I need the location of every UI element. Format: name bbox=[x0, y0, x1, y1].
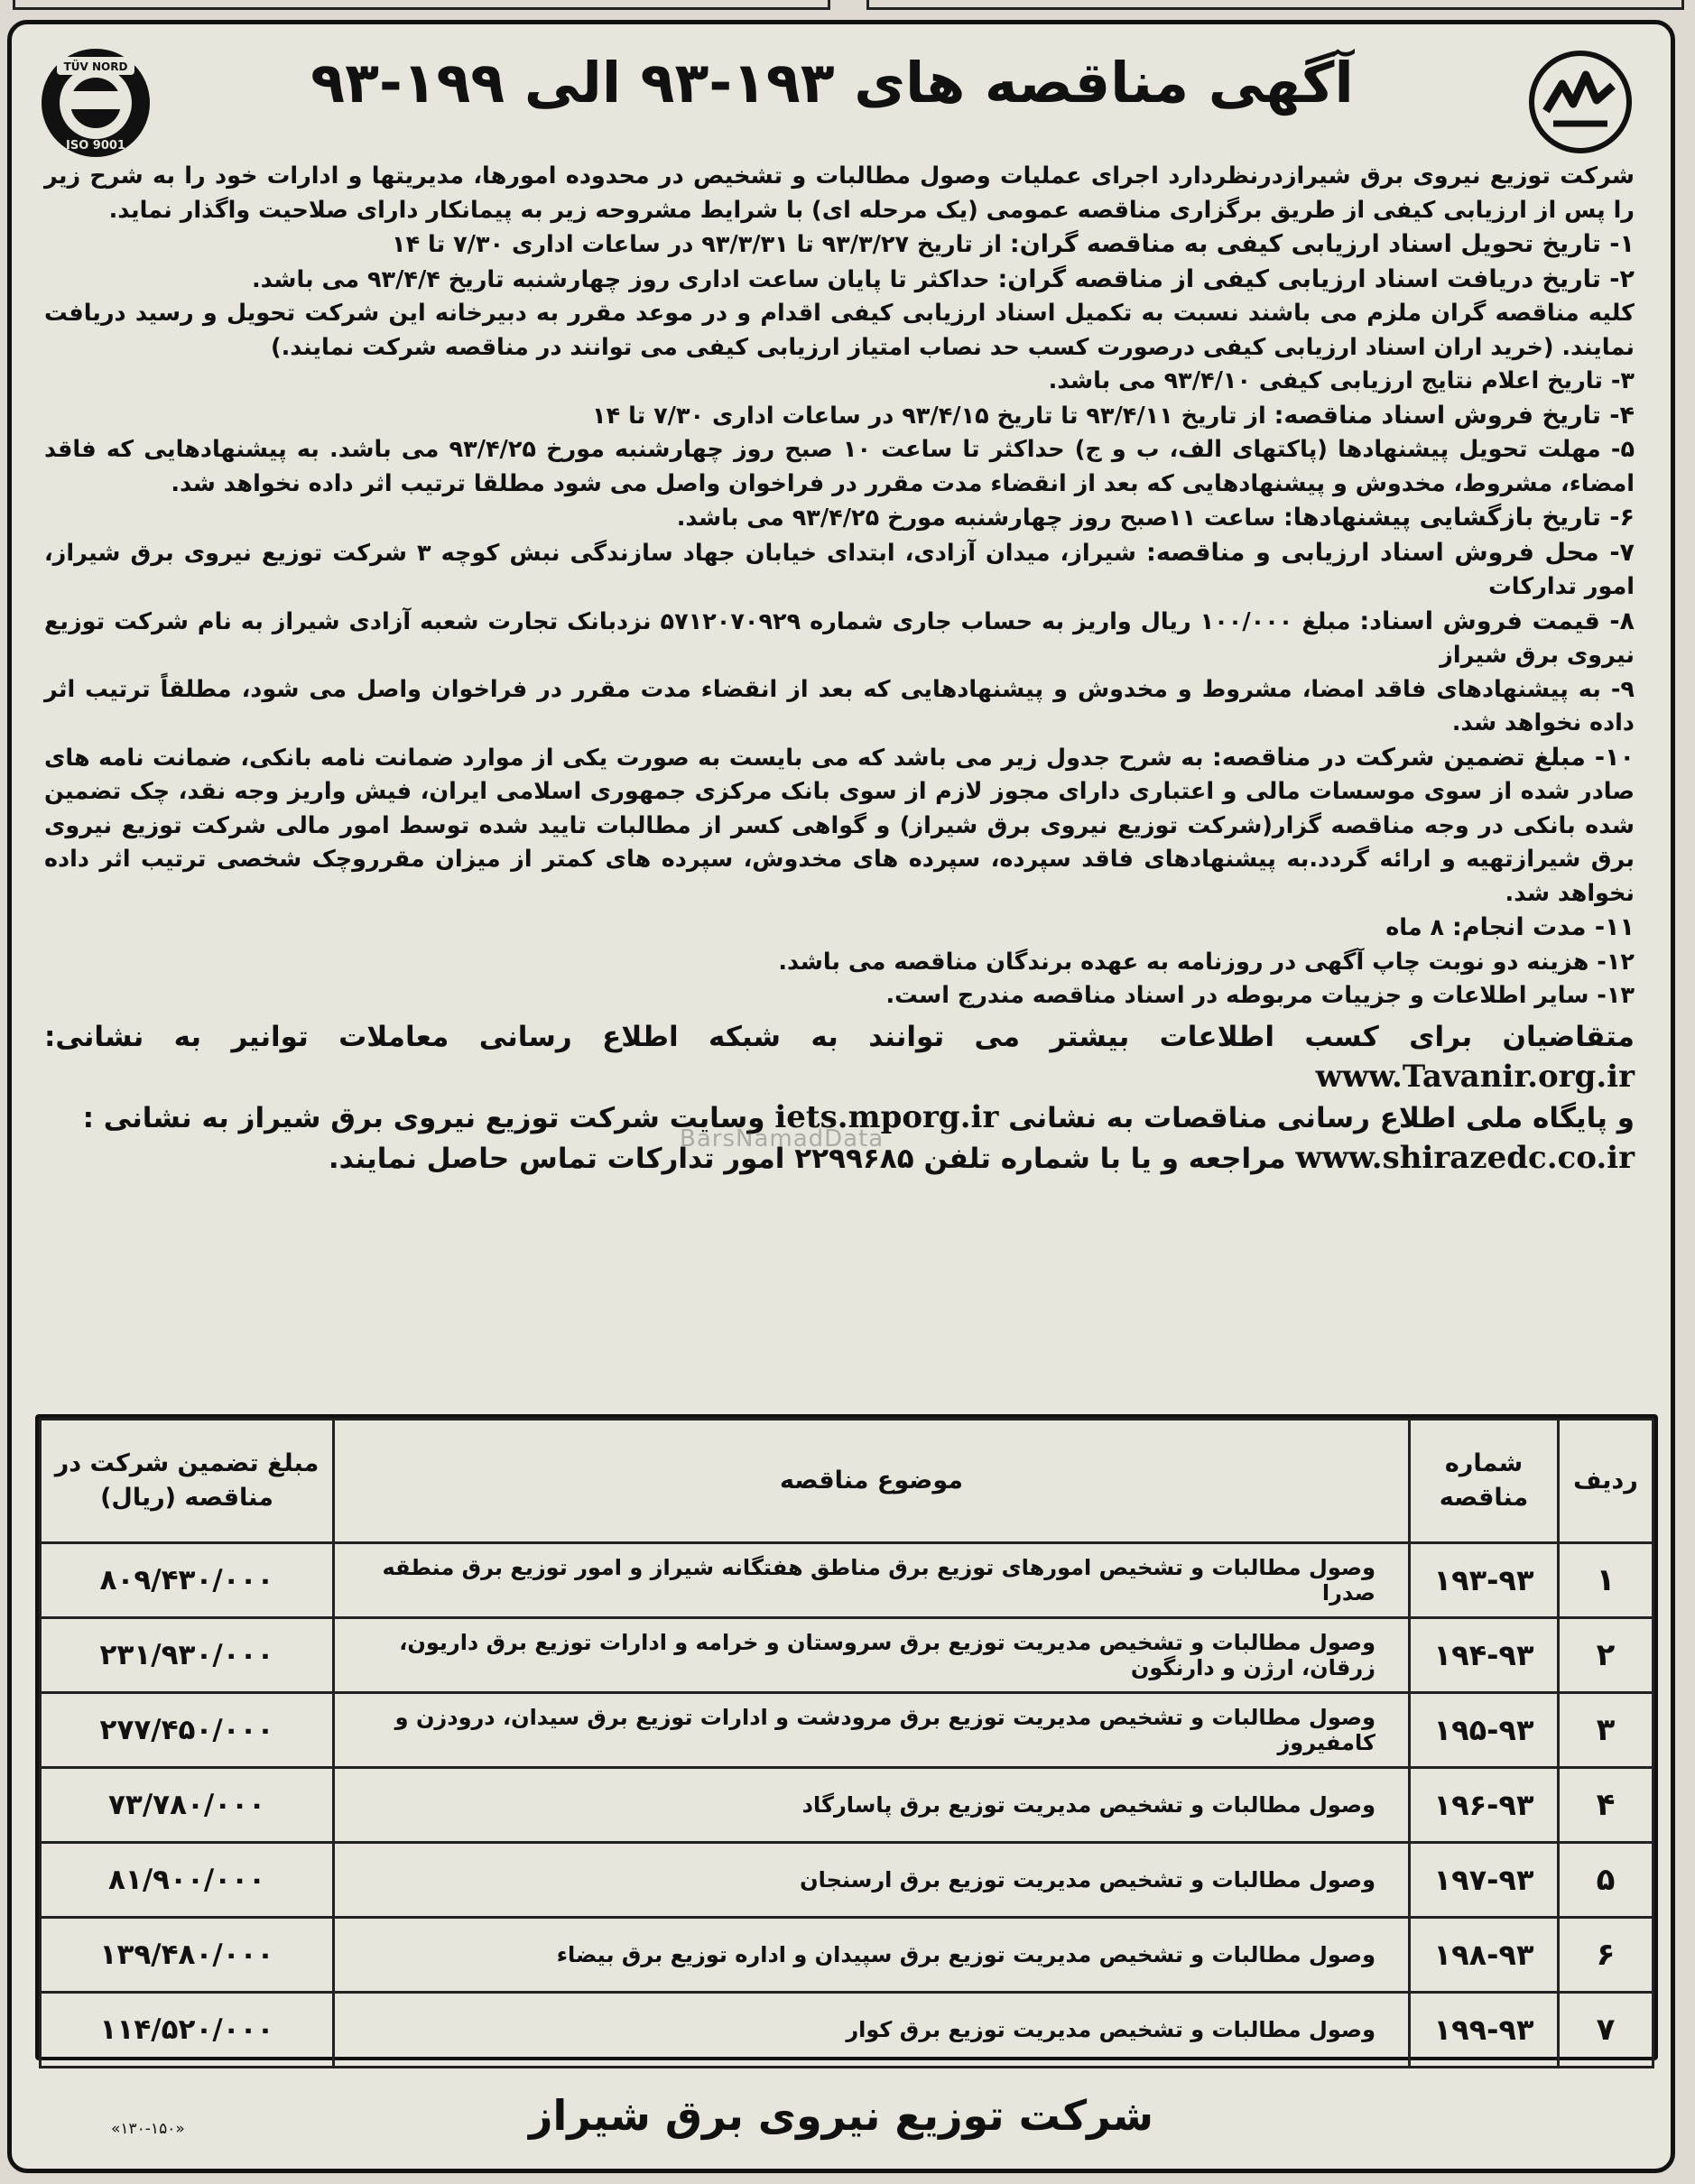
table-row bbox=[41, 1843, 1653, 1918]
cell-number: ۱۹۷-۹۳ bbox=[1410, 1843, 1559, 1918]
cell-subject: وصول مطالبات و تشخیص مدیریت توزیع برق ارسنجان bbox=[334, 1843, 1410, 1918]
top-border-strip bbox=[0, 0, 1695, 14]
item-8 bbox=[44, 605, 1635, 673]
cell-amount: ۲۳۱/۹۳۰/۰۰۰ bbox=[41, 1618, 334, 1693]
item-7-key: ۷- محل فروش اسناد ارزیابی و مناقصه: bbox=[1146, 538, 1635, 567]
item-9-text: ۹- به پیشنهادهای فاقد امضا، مشروط و مخدوش و پیشنهادهایی که بعد از انقضاء مدت مقرر در فراخوان واصل می شود، مطلقاً ترتیب اثر داده نخواهد شد. bbox=[44, 675, 1635, 736]
table-row bbox=[41, 1693, 1653, 1768]
item-12 bbox=[44, 946, 1635, 980]
cell-subject: وصول مطالبات و تشخیص مدیریت توزیع برق پاسارگاد bbox=[334, 1768, 1410, 1843]
ad-code: «۱۳۰-۱۵۰» bbox=[111, 2120, 185, 2138]
advertisement-frame bbox=[7, 20, 1675, 2173]
cell-row: ۴ bbox=[1559, 1768, 1653, 1843]
item-10-text: به شرح جدول زیر می باشد که می بایست به صورت یکی از موارد ضمانت نامه بانکی، ضمانت نامه های صادر شده از سوی موسسات مالی و اعتباری دارای مجوز لازم از سوی بانک مرکزی جمهوری اسلامی ایران، فیش واریز وجه نقد، چک تضمین شده بانکی در وجه مناقصه گزار(شرکت توزیع نیروی برق شیراز) و گواهی کسر از مطالبات تایید شده توسط امور مالی شرکت توزیع نیروی برق شیرازتهیه و ارائه گردد.به پیشنهادهای فاقد سپرده، سپرده های مخدوش، سپرده های کمتر از میزان مقرروچک شخصی ترتیب اثر داده نخواهد شد. bbox=[44, 744, 1635, 907]
item-2-key: ۲- تاریخ دریافت اسناد ارزیابی کیفی از مناقصه گران: bbox=[997, 264, 1635, 293]
tender-table-wrapper bbox=[35, 1414, 1658, 2060]
item-1-key: ۱- تاریخ تحویل اسناد ارزیابی کیفی به مناقصه گران: bbox=[1009, 230, 1635, 258]
table-row bbox=[41, 1768, 1653, 1843]
item-2 bbox=[44, 263, 1635, 298]
cell-subject: وصول مطالبات و تشخیص مدیریت توزیع برق سروستان و خرامه و ادارات توزیع برق داریون، زرقان، ارژن و دارنگون bbox=[334, 1618, 1410, 1693]
logo-iso-text: ISO 9001 bbox=[66, 139, 125, 153]
cell-amount: ۸۱/۹۰۰/۰۰۰ bbox=[41, 1843, 334, 1918]
cell-number: ۱۹۴-۹۳ bbox=[1410, 1618, 1559, 1693]
top-border-left bbox=[13, 0, 830, 10]
table-row bbox=[41, 1918, 1653, 1993]
cell-number: ۱۹۵-۹۳ bbox=[1410, 1693, 1559, 1768]
cell-subject: وصول مطالبات و تشخیص مدیریت توزیع برق کوار bbox=[334, 1993, 1410, 2068]
cell-subject: وصول مطالبات و تشخیص امورهای توزیع برق مناطق هفتگانه شیراز و امور توزیع برق منطقه صدرا bbox=[334, 1543, 1410, 1618]
item-5-text: ۵- مهلت تحویل پیشنهادها (پاکتهای الف، ب و ج) حداکثر تا ساعت ۱۰ صبح روز چهارشنبه مورخ ۹۳/۴/۲۵ می باشد. به پیشنهادهایی که فاقد امضاء، مشروط، مخدوش و پیشنهادهایی که بعد از انقضاء مدت مقرر در فراخوان واصل می شود مطلقا ترتیب اثر داده نخواهد شد. bbox=[44, 436, 1635, 497]
logo-top-text: TÜV NORD bbox=[63, 60, 128, 73]
page-title: آگهی مناقصه های ۱۹۳-۹۳ الی ۱۹۹-۹۳ bbox=[310, 50, 1354, 116]
cell-row: ۵ bbox=[1559, 1843, 1653, 1918]
contact-block bbox=[44, 1017, 1635, 1179]
item-8-key: ۸- قیمت فروش اسناد: bbox=[1359, 606, 1635, 635]
cell-row: ۶ bbox=[1559, 1918, 1653, 1993]
contact-line-1 bbox=[44, 1017, 1635, 1097]
shirazedc-link[interactable]: www.shirazedc.co.ir bbox=[1295, 1139, 1635, 1176]
cell-amount: ۸۰۹/۴۳۰/۰۰۰ bbox=[41, 1543, 334, 1618]
table-row bbox=[41, 1618, 1653, 1693]
item-1 bbox=[44, 227, 1635, 263]
cell-number: ۱۹۶-۹۳ bbox=[1410, 1768, 1559, 1843]
item-9 bbox=[44, 673, 1635, 741]
ad-body bbox=[44, 160, 1635, 1179]
item-11-key: ۱۱- مدت انجام: bbox=[1452, 913, 1635, 941]
cell-amount: ۷۳/۷۸۰/۰۰۰ bbox=[41, 1768, 334, 1843]
item-11-text: ۸ ماه bbox=[1385, 914, 1452, 941]
cell-number: ۱۹۳-۹۳ bbox=[1410, 1543, 1559, 1618]
company-signature: شرکت توزیع نیروی برق شیراز bbox=[529, 2091, 1153, 2140]
header-amount: مبلغ تضمین شرکت در مناقصه (ریال) bbox=[41, 1420, 334, 1543]
item-10-key: ۱۰- مبلغ تضمین شرکت در مناقصه: bbox=[1211, 743, 1635, 772]
item-4-key: ۴- تاریخ فروش اسناد مناقصه: bbox=[1274, 401, 1635, 430]
item-3 bbox=[44, 365, 1635, 399]
item-4 bbox=[44, 399, 1635, 434]
item-6-key: ۶- تاریخ بازگشایی پیشنهادها: bbox=[1283, 504, 1635, 532]
ad-header bbox=[12, 24, 1671, 151]
cell-subject: وصول مطالبات و تشخیص مدیریت توزیع برق مرودشت و ادارات توزیع برق سیدان، درودزن و کامفیروز bbox=[334, 1693, 1410, 1768]
cell-number: ۱۹۹-۹۳ bbox=[1410, 1993, 1559, 2068]
cell-row: ۲ bbox=[1559, 1618, 1653, 1693]
cell-amount: ۱۱۴/۵۲۰/۰۰۰ bbox=[41, 1993, 334, 2068]
contact-line-1-text: متقاضیان برای کسب اطلاعات بیشتر می توانند به شبکه اطلاع رسانی معاملات توانیر به نشانی: bbox=[44, 1020, 1635, 1053]
item-6-text: ساعت ۱۱صبح روز چهارشنبه مورخ ۹۳/۴/۲۵ می باشد. bbox=[676, 504, 1283, 532]
item-7 bbox=[44, 536, 1635, 605]
watermark: BarsNamadData bbox=[680, 1125, 885, 1152]
item-2-note-text: کلیه مناقصه گران ملزم می باشند نسبت به تکمیل اسناد ارزیابی کیفی اقدام و در موعد مقرر به دبیرخانه این شرکت تحویل و رسید دریافت نمایند. (خرید اران اسناد ارزیابی کیفی درصورت کسب حد نصاب امتیاز ارزیابی کیفی می توانند در مناقصه شرکت نمایند.) bbox=[44, 300, 1635, 361]
header-row-number: ردیف bbox=[1559, 1420, 1653, 1543]
item-11 bbox=[44, 911, 1635, 946]
cell-number: ۱۹۸-۹۳ bbox=[1410, 1918, 1559, 1993]
table-header-row bbox=[41, 1420, 1653, 1543]
cell-row: ۱ bbox=[1559, 1543, 1653, 1618]
contact-line-2-text-a: و پایگاه ملی اطلاع رسانی مناقصات به نشانی bbox=[998, 1101, 1635, 1134]
contact-line-3-text: مراجعه و یا با شماره تلفن ۲۲۹۹۶۸۵ امور تدارکات تماس حاصل نمایند. bbox=[328, 1142, 1296, 1175]
item-12-text: ۱۲- هزینه دو نوبت چاپ آگهی در روزنامه به عهده برندگان مناقصه می باشد. bbox=[778, 948, 1635, 976]
power-company-logo-icon bbox=[1526, 48, 1635, 156]
item-2-note bbox=[44, 297, 1635, 365]
cell-row: ۳ bbox=[1559, 1693, 1653, 1768]
cell-amount: ۲۷۷/۴۵۰/۰۰۰ bbox=[41, 1693, 334, 1768]
item-6 bbox=[44, 501, 1635, 536]
table-row bbox=[41, 1543, 1653, 1618]
intro-paragraph: شرکت توزیع نیروی برق شیرازدرنظردارد اجرای عملیات وصول مطالبات و تشخیص در محدوده امورها، مدیریتها و ادارات خود را به شرح زیر را پس از ارزیابی کیفی از طریق برگزاری مناقصه عمومی (یک مرحله ای) با شرایط مشروحه زیر به پیمانکار دارای صلاحیت واگذار نماید. bbox=[44, 162, 1635, 224]
header-tender-number: شماره مناقصه bbox=[1410, 1420, 1559, 1543]
item-10 bbox=[44, 741, 1635, 912]
item-4-text: از تاریخ ۹۳/۴/۱۱ تا تاریخ ۹۳/۴/۱۵ در ساعات اداری ۷/۳۰ تا ۱۴ bbox=[592, 402, 1274, 430]
item-13 bbox=[44, 979, 1635, 1013]
item-2-text: حداکثر تا پایان ساعت اداری روز چهارشنبه تاریخ ۹۳/۴/۴ می باشد. bbox=[251, 265, 998, 293]
cell-amount: ۱۳۹/۴۸۰/۰۰۰ bbox=[41, 1918, 334, 1993]
item-5 bbox=[44, 433, 1635, 501]
tavanir-link[interactable]: www.Tavanir.org.ir bbox=[1315, 1058, 1635, 1095]
table-row bbox=[41, 1993, 1653, 2068]
tuv-iso-logo-icon bbox=[37, 44, 154, 162]
header-subject: موضوع مناقصه bbox=[334, 1420, 1410, 1543]
item-13-text: ۱۳- سایر اطلاعات و جزییات مربوطه در اسناد مناقصه مندرج است. bbox=[885, 982, 1635, 1009]
iets-link[interactable]: iets.mporg.ir bbox=[774, 1098, 999, 1135]
tender-table bbox=[39, 1418, 1654, 2068]
top-border-right bbox=[866, 0, 1684, 10]
cell-subject: وصول مطالبات و تشخیص مدیریت توزیع برق سپیدان و اداره توزیع برق بیضاء bbox=[334, 1918, 1410, 1993]
item-1-text: از تاریخ ۹۳/۳/۲۷ تا ۹۳/۳/۳۱ در ساعات اداری ۷/۳۰ تا ۱۴ bbox=[392, 231, 1010, 258]
contact-line-2-text-b: وسایت شرکت توزیع نیروی برق شیراز به نشانی : bbox=[82, 1101, 775, 1134]
item-3-text: ۳- تاریخ اعلام نتایج ارزیابی کیفی ۹۳/۴/۱۰ می باشد. bbox=[1048, 367, 1635, 394]
item-8-text: مبلغ ۱۰۰/۰۰۰ ریال واریز به حساب جاری شماره ۵۷۱۲۰۷۰۹۲۹ نزدبانک تجارت شعبه آزادی شیراز به نام شرکت توزیع نیروی برق شیراز bbox=[44, 607, 1635, 669]
cell-row: ۷ bbox=[1559, 1993, 1653, 2068]
item-7-text: شیراز، میدان آزادی، ابتدای خیابان جهاد سازندگی نبش کوچه ۳ شرکت توزیع نیروی برق شیراز، امور تدارکات bbox=[44, 539, 1635, 600]
